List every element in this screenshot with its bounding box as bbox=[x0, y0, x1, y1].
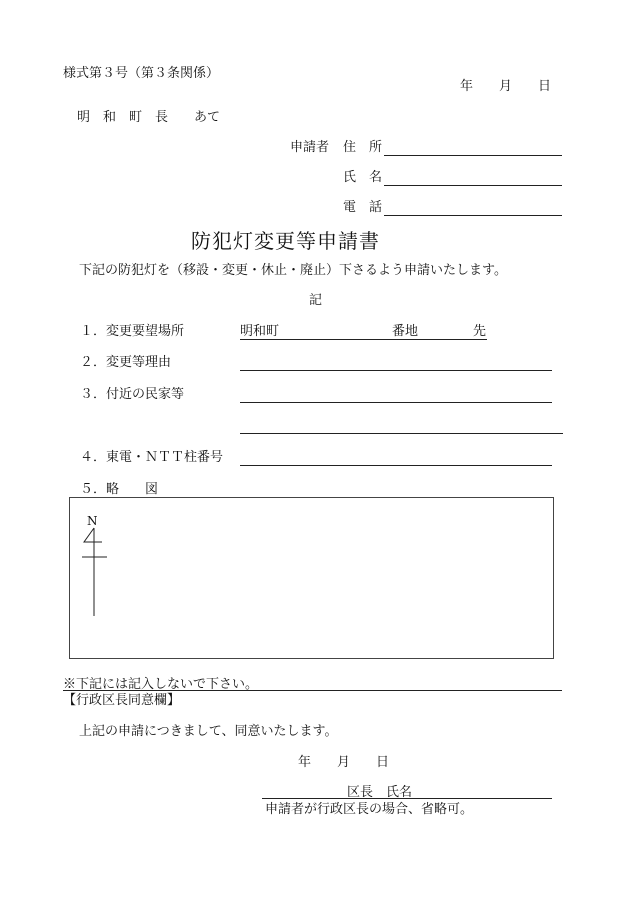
phone-field[interactable] bbox=[384, 215, 562, 216]
neighbors-field-2[interactable] bbox=[240, 433, 563, 434]
signature-field[interactable] bbox=[262, 798, 552, 799]
date-label: 年 月 日 bbox=[460, 79, 552, 94]
applicant-label: 申請者 bbox=[290, 140, 330, 155]
map-box[interactable] bbox=[69, 497, 554, 659]
pole-number-field[interactable] bbox=[240, 465, 552, 466]
consent-date-label: 年 月 日 bbox=[298, 755, 390, 770]
phone-label: 電 話 bbox=[343, 200, 383, 215]
addressee: 明 和 町 長 あて bbox=[77, 110, 221, 125]
north-label: N bbox=[87, 514, 98, 528]
form-number: 様式第３号（第３条関係） bbox=[63, 66, 220, 81]
item-map-label: ５．略 図 bbox=[80, 482, 159, 497]
reason-field[interactable] bbox=[240, 370, 552, 371]
address-label: 住 所 bbox=[343, 140, 383, 155]
signature-label: 区長 氏名 bbox=[347, 785, 413, 800]
ki-label: 記 bbox=[309, 293, 323, 308]
consent-note: 申請者が行政区長の場合、省略可。 bbox=[265, 802, 474, 817]
location-field[interactable] bbox=[240, 339, 487, 340]
location-saki: 先 bbox=[473, 324, 487, 339]
consent-text: 上記の申請につきまして、同意いたします。 bbox=[79, 724, 338, 739]
item-pole-number-label: ４．東電・ＮＴＴ柱番号 bbox=[80, 450, 224, 465]
intro-text: 下記の防犯灯を（移設・変更・休止・廃止）下さるよう申請いたします。 bbox=[79, 263, 507, 278]
name-label: 氏 名 bbox=[343, 170, 383, 185]
page-title: 防犯灯変更等申請書 bbox=[191, 229, 380, 253]
notice-divider bbox=[63, 690, 562, 691]
item-location-label: １．変更要望場所 bbox=[80, 324, 185, 339]
item-neighbors-label: ３．付近の民家等 bbox=[80, 387, 185, 402]
name-field[interactable] bbox=[384, 185, 562, 186]
north-arrow-icon bbox=[78, 524, 112, 618]
address-field[interactable] bbox=[384, 155, 562, 156]
consent-heading: 【行政区長同意欄】 bbox=[63, 693, 181, 708]
item-reason-label: ２．変更等理由 bbox=[80, 355, 172, 370]
notice-text: ※下記には記入しないで下さい。 bbox=[63, 677, 259, 692]
location-prefix: 明和町 bbox=[240, 324, 280, 339]
location-banchi: 番地 bbox=[392, 324, 419, 339]
neighbors-field[interactable] bbox=[240, 402, 552, 403]
